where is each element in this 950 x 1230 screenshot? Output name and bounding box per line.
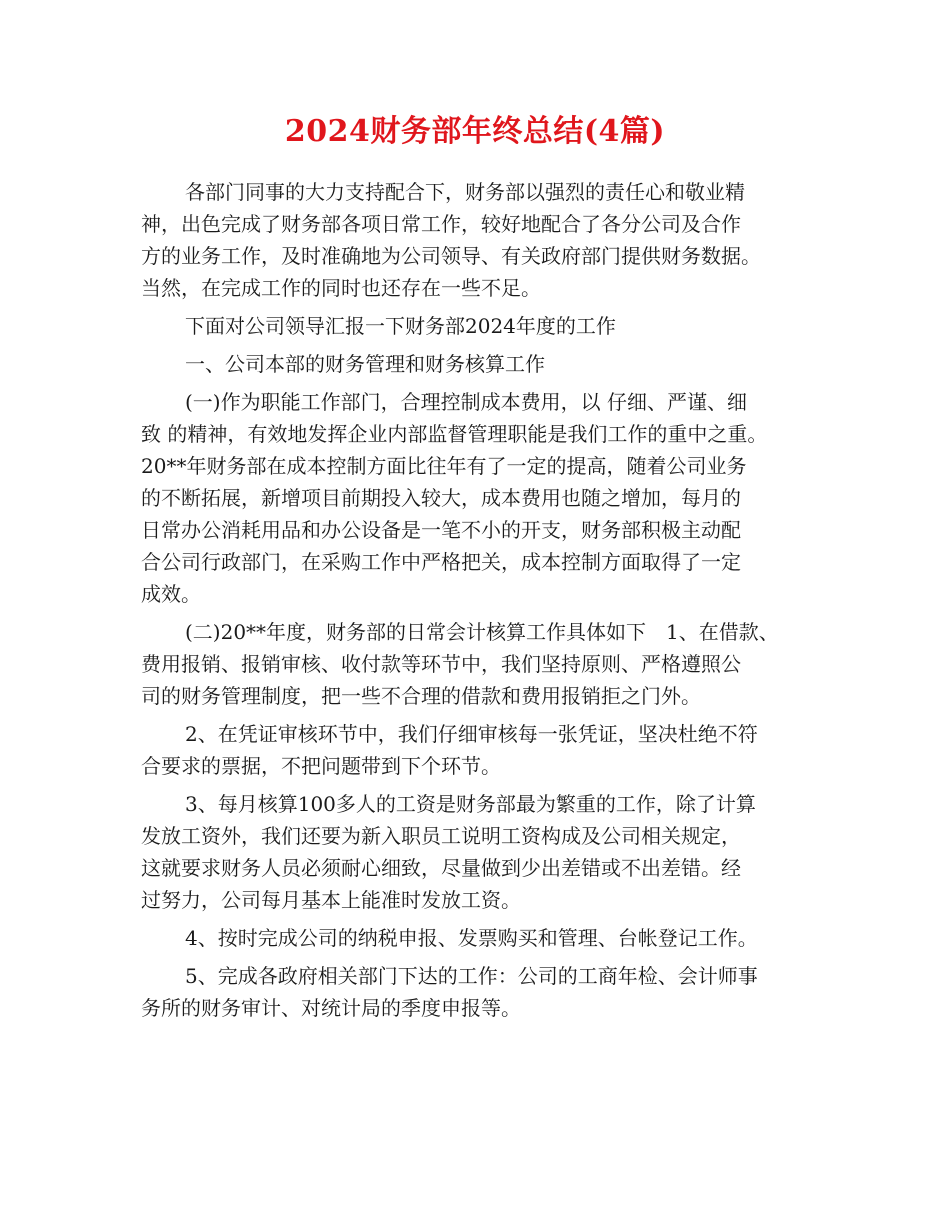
paragraph-accounting [141, 616, 821, 712]
text-line: 20**年财务部在成本控制方面比往年有了一定的提高，随着公司业务 [141, 454, 747, 478]
text-line: 神，出色完成了财务部各项日常工作，较好地配合了各分公司及合作 [141, 212, 741, 236]
paragraph-item-5 [141, 960, 821, 1024]
text-line: 致 的精神，有效地发挥企业内部监督管理职能是我们工作的重中之重。 [141, 422, 768, 446]
text-line: 务所的财务审计、对统计局的季度申报等。 [141, 996, 521, 1020]
text-line: 方的业务工作，及时准确地为公司领导、有关政府部门提供财务数据。 [141, 244, 761, 268]
text-line: 发放工资外，我们还要为新入职员工说明工资构成及公司相关规定， [141, 824, 741, 848]
text-line: 这就要求财务人员必须耐心细致，尽量做到少出差错或不出差错。经 [141, 856, 741, 880]
text-line: 4、按时完成公司的纳税申报、发票购买和管理、台帐登记工作。 [185, 926, 758, 950]
text-line: (二)20**年度，财务部的日常会计核算工作具体如下 1、在借款、 [185, 620, 779, 644]
text-line: 3、每月核算100多人的工资是财务部最为繁重的工作，除了计算 [185, 792, 756, 816]
paragraph-report-intro [141, 310, 821, 342]
text-line: 日常办公消耗用品和办公设备是一笔不小的开支，财务部积极主动配 [141, 518, 741, 542]
text-line: 2、在凭证审核环节中，我们仔细审核每一张凭证，坚决杜绝不符 [185, 722, 758, 746]
text-line: 成效。 [141, 582, 201, 606]
text-line: 司的财务管理制度，把一些不合理的借款和费用报销拒之门外。 [141, 684, 701, 708]
text-line: 费用报销、报销审核、收付款等环节中，我们坚持原则、严格遵照公 [141, 652, 741, 676]
text-line: 下面对公司领导汇报一下财务部2024年度的工作 [185, 314, 616, 338]
paragraph-intro [141, 176, 821, 304]
text-line: 当然，在完成工作的同时也还存在一些不足。 [141, 276, 541, 300]
text-line: 各部门同事的大力支持配合下，财务部以强烈的责任心和敬业精 [185, 180, 745, 204]
text-line: 5、完成各政府相关部门下达的工作：公司的工商年检、会计师事 [185, 964, 758, 988]
text-line: 过努力，公司每月基本上能准时发放工资。 [141, 888, 521, 912]
paragraph-cost-control [141, 386, 821, 610]
paragraph-item-2 [141, 718, 821, 782]
paragraph-item-4 [141, 922, 821, 954]
paragraph-item-3 [141, 788, 821, 916]
text-line: 合公司行政部门，在采购工作中严格把关，成本控制方面取得了一定 [141, 550, 741, 574]
section-heading-1 [141, 348, 821, 380]
document-title: 2024财务部年终总结(4篇) [284, 114, 666, 149]
text-line: 合要求的票据，不把问题带到下个环节。 [141, 754, 501, 778]
text-line: 一、公司本部的财务管理和财务核算工作 [185, 352, 545, 376]
document-body [141, 176, 821, 1030]
text-line: 的不断拓展，新增项目前期投入较大，成本费用也随之增加，每月的 [141, 486, 741, 510]
text-line: (一)作为职能工作部门，合理控制成本费用，以 仔细、严谨、细 [185, 390, 747, 414]
